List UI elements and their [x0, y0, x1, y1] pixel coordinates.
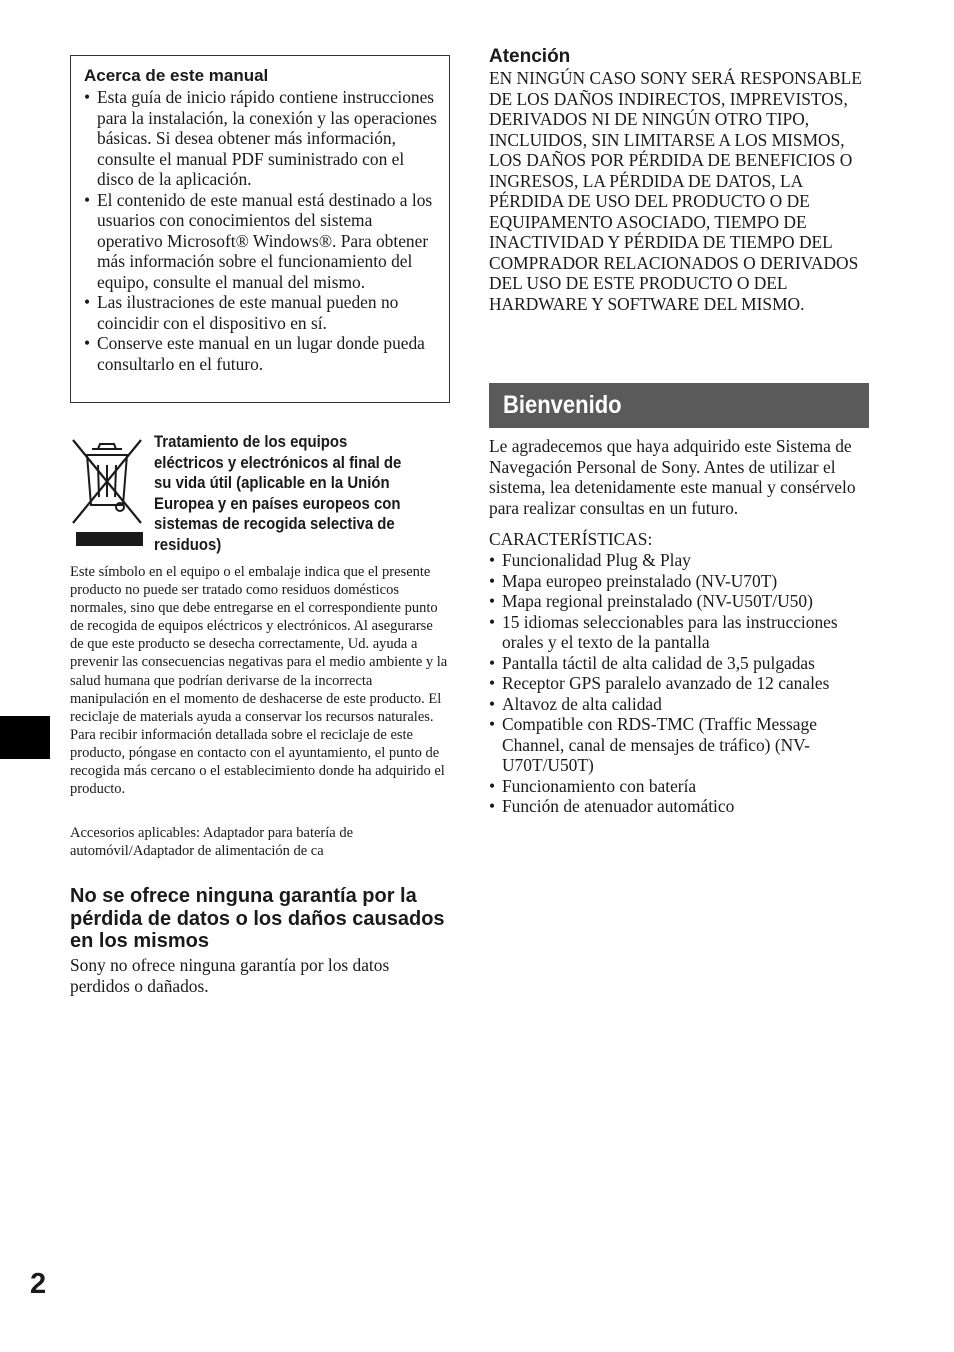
features-list: [489, 550, 874, 817]
list-item: • Altavoz de alta calidad: [489, 694, 874, 715]
welcome-heading-bar: [489, 383, 869, 428]
list-item: • Las ilustraciones de este manual pueden no coincidir con el dispositivo en sí.: [84, 292, 439, 333]
list-item: • El contenido de este manual está destinado a los usuarios con conocimientos del sistema operativo Microsoft® Windows®. Para obtener más información sobre el funcionamiento del equipo, consulte el manual del mismo.: [84, 190, 439, 293]
about-manual-box: [70, 55, 450, 403]
weee-title: Tratamiento de los equipos eléctricos y electrónicos al final de su vida útil (aplicable en la Unión Europea y en países europeos con sistemas de recogida selectiva de residuos): [154, 432, 402, 554]
list-item: • Función de atenuador automático: [489, 796, 874, 817]
warranty-heading: No se ofrece ninguna garantía por la pérdida de datos o los daños causados en los mismos: [70, 885, 445, 952]
list-item: • 15 idiomas seleccionables para las instrucciones orales y el texto de la pantalla: [489, 612, 874, 653]
attention-title: Atención: [489, 46, 571, 67]
warranty-body: Sony no ofrece ninguna garantía por los datos perdidos o dañados.: [70, 955, 390, 996]
features-title: CARACTERÍSTICAS:: [489, 529, 653, 549]
welcome-heading: Bienvenido: [503, 391, 622, 419]
list-item: • Compatible con RDS-TMC (Traffic Message Channel, canal de mensajes de tráfico) (NV-U70T/U50T): [489, 714, 874, 776]
about-manual-title: Acerca de este manual: [84, 66, 269, 85]
section-tab-marker: [0, 716, 50, 759]
attention-body: EN NINGÚN CASO SONY SERÁ RESPONSABLE DE LOS DAÑOS INDIRECTOS, IMPREVISTOS, DERIVADOS NI DE NINGÚN OTRO TIPO, INCLUIDOS, SIN LIMITARSE A LOS MISMOS, LOS DAÑOS POR PÉRDIDA DE BENEFICIOS O INGRESOS, LA PÉRDIDA DE DATOS, LA PÉRDIDA DE USO DEL PRODUCTO O DE EQUIPAMENTO ASOCIADO, TIEMPO DE INACTIVIDAD Y PÉRDIDA DE TIEMPO DEL COMPRADOR RELACIONADOS O DERIVADOS DEL USO DE ESTE PRODUCTO O DEL HARDWARE Y SOFTWARE DEL MISMO.: [489, 68, 862, 314]
list-item: • Conserve este manual en un lugar donde pueda consultarlo en el futuro.: [84, 333, 439, 374]
list-item: • Mapa europeo preinstalado (NV-U70T): [489, 571, 874, 592]
weee-accessories: Accesorios aplicables: Adaptador para batería de automóvil/Adaptador de alimentación de ca: [70, 825, 354, 860]
list-item: • Esta guía de inicio rápido contiene instrucciones para la instalación, la conexión y las operaciones básicas. Si desea obtener más información, consulte el manual PDF suministrado con el disco de la aplicación.: [84, 87, 439, 190]
crossed-out-wheelie-bin-icon: [70, 435, 144, 550]
list-item: • Funcionalidad Plug & Play: [489, 550, 874, 571]
welcome-intro: Le agradecemos que haya adquirido este Sistema de Navegación Personal de Sony. Antes de utilizar el sistema, lea detenidamente este manual y consérvelo para realizar consultas en un futuro.: [489, 436, 856, 518]
list-item: • Mapa regional preinstalado (NV-U50T/U50): [489, 591, 874, 612]
page-number: 2: [30, 1268, 47, 1300]
list-item: • Pantalla táctil de alta calidad de 3,5 pulgadas: [489, 653, 874, 674]
attention-section: [489, 46, 879, 314]
about-manual-list: [84, 87, 439, 374]
list-item: • Funcionamiento con batería: [489, 776, 874, 797]
weee-body: Este símbolo en el equipo o el embalaje indica que el presente producto no puede ser tratado como residuos domésticos normales, sino que debe entregarse en el correspondiente punto de recogida de equipos eléctricos y electrónicos. Al asegurarse de que este producto se desecha correctamente, Ud. ayuda a prevenir las consecuencias negativas para el medio ambiente y la salud humana que podrían derivarse de la incorrecta manipulación en el momento de deshacerse de este producto. El reciclaje de materials ayuda a conservar los recursos naturales. Para recibir información detallada sobre el reciclaje de este producto, póngase en contacto con el ayuntamiento, el punto de recogida más cercano o el establecimiento donde ha adquirido el producto.: [70, 564, 448, 798]
list-item: • Receptor GPS paralelo avanzado de 12 canales: [489, 673, 874, 694]
